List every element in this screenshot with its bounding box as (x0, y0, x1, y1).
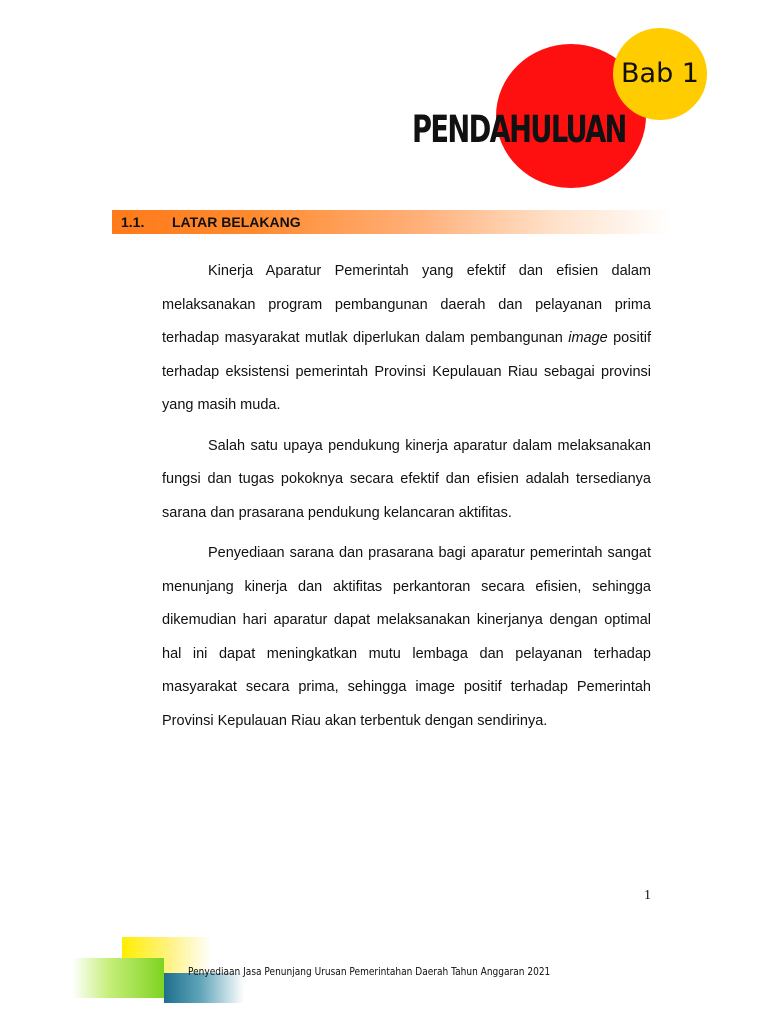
section-number: 1.1. (121, 214, 145, 230)
paragraph: Salah satu upaya pendukung kinerja aparatur dalam melaksanakan fungsi dan tugas pokoknya secara efektif dan efisien adalah tersedianya sarana dan prasarana pendukung kelancaran aktifitas. (162, 437, 651, 521)
paragraph-text: Kinerja Aparatur Pemerintah yang efektif dan efisien dalam melaksanakan program pembangunan daerah dan pelayanan prima terhadap masyarakat mutlak diperlukan dalam pembangunan (162, 263, 651, 346)
body-text (162, 255, 651, 745)
section-title: LATAR BELAKANG (172, 214, 301, 230)
footer-text: Penyediaan Jasa Penunjang Urusan Pemerintahan Daerah Tahun Anggaran 2021 (188, 965, 551, 978)
footer-decoration-green (72, 958, 164, 998)
emphasis-text: image (568, 330, 608, 346)
chapter-title: PENDAHULUAN (412, 108, 626, 151)
paragraph-text: positif terhadap eksistensi pemerintah Provinsi Kepulauan Riau sebagai provinsi yang masih muda. (162, 330, 651, 413)
paragraph (162, 255, 651, 423)
page-number: 1 (644, 888, 651, 903)
chapter-badge: Bab 1 (621, 57, 699, 89)
paragraph: Penyediaan sarana dan prasarana bagi aparatur pemerintah sangat menunjang kinerja dan aktifitas perkantoran secara efisien, sehingga dikemudian hari aparatur dapat melaksanakan kinerjanya dengan optimal hal ini dapat meningkatkan mutu lembaga dan pelayanan terhadap masyarakat secara prima, sehingga image positif terhadap Pemerintah Provinsi Kepulauan Riau akan terbentuk dengan sendirinya. (162, 545, 651, 729)
